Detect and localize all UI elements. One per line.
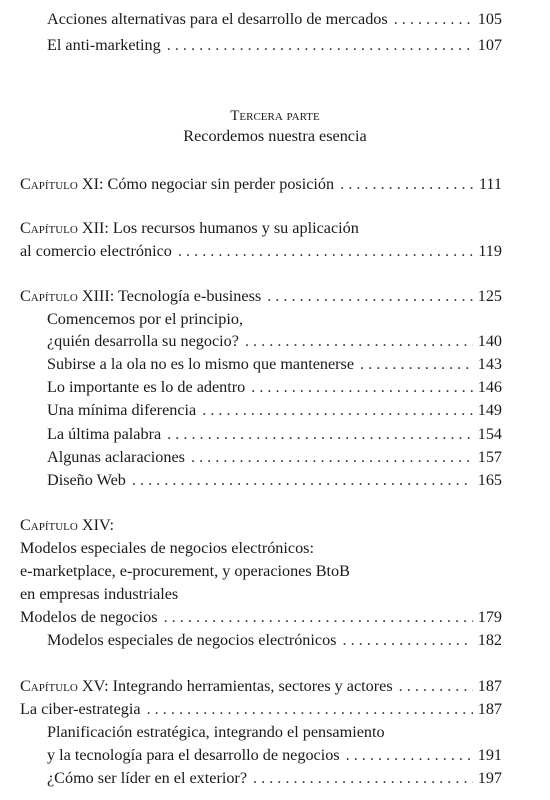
dot-leader [132, 470, 473, 490]
toc-entry [47, 745, 502, 765]
toc-entry-page: 179 [477, 608, 502, 626]
dot-leader [167, 35, 473, 55]
toc-entry-page: 107 [477, 36, 502, 54]
toc-entry-title: La ciber-estrategia [20, 700, 141, 718]
toc-chapter-page: 111 [478, 175, 502, 193]
toc-entry [47, 35, 502, 55]
dot-leader [267, 286, 473, 306]
toc-entry-page: 105 [477, 10, 502, 28]
toc-entry-page: 157 [477, 448, 502, 466]
toc-entry [47, 424, 502, 444]
toc-chapter-title-cont: en empresas industriales [20, 585, 179, 603]
dot-leader [360, 354, 473, 374]
toc-chapter-page: 187 [477, 677, 502, 695]
toc-chapter-title-cont: al comercio electrónico [20, 242, 172, 260]
part-label: Tercera parte [230, 108, 320, 124]
toc-entry-page: 146 [477, 378, 502, 396]
toc-entry-title: ¿Cómo ser líder en el exterior? [47, 769, 248, 787]
dot-leader [191, 447, 473, 467]
toc-entry-title: Lo importante es lo de adentro [47, 378, 246, 396]
toc-chapter [20, 241, 502, 261]
toc-entry-title: Modelos especiales de negocios electrónicos [47, 631, 337, 649]
toc-chapter-title-cont: Modelos especiales de negocios electrónicos: [20, 539, 314, 557]
dot-leader [245, 331, 473, 351]
toc-entry-title: Modelos de negocios [20, 608, 158, 626]
toc-entry-page: 143 [477, 355, 502, 373]
toc-entry-page: 154 [477, 425, 502, 443]
part-title: Recordemos nuestra esencia [183, 127, 367, 145]
toc-entry-page: 182 [477, 631, 502, 649]
dot-leader [399, 676, 473, 696]
toc-entry-page: 149 [477, 401, 502, 419]
dot-leader [167, 424, 473, 444]
toc-entry [47, 630, 502, 650]
toc-entry [47, 9, 502, 29]
toc-chapter [20, 286, 502, 306]
toc-entry-page: 187 [477, 700, 502, 718]
toc-entry [47, 768, 502, 788]
toc-entry-title: Acciones alternativas para el desarrollo de mercados [47, 10, 388, 28]
toc-entry-page: 140 [477, 332, 502, 350]
dot-leader [253, 768, 473, 788]
dot-leader [340, 174, 474, 194]
toc-entry-title: Diseño Web [47, 471, 126, 489]
toc-entry-page: 191 [477, 746, 502, 764]
toc-chapter-line [20, 584, 502, 604]
toc-chapter-line [20, 538, 502, 558]
toc-entry [47, 400, 502, 420]
toc-entry-title: Algunas aclaraciones [47, 448, 185, 466]
toc-chapter-page: 119 [478, 242, 502, 260]
toc-entry-title: El anti-marketing [47, 36, 161, 54]
dot-leader [251, 377, 472, 397]
toc-entry [47, 447, 502, 467]
toc-entry-title: Planificación estratégica, integrando el pensamiento [47, 723, 385, 741]
toc-entry [47, 331, 502, 351]
toc-chapter [20, 676, 502, 696]
dot-leader [346, 745, 473, 765]
toc-chapter-title: Capítulo XIV: [20, 516, 114, 534]
toc-entry [20, 607, 502, 627]
toc-chapter [20, 174, 502, 194]
toc-entry-title: Comencemos por el principio, [47, 310, 244, 328]
toc-chapter-title: Capítulo XIII: Tecnología e-business [20, 287, 262, 305]
dot-leader [202, 400, 472, 420]
toc-entry-title: La última palabra [47, 425, 162, 443]
toc-entry-page: 165 [477, 471, 502, 489]
toc-chapter-label [20, 515, 502, 535]
toc-entry [20, 699, 502, 719]
toc-chapter-title: Capítulo XII: Los recursos humanos y su aplicación [20, 219, 359, 237]
toc-entry-line [47, 722, 502, 742]
toc-chapter-page: 125 [477, 287, 502, 305]
toc-entry-title-cont: ¿quién desarrolla su negocio? [47, 332, 239, 350]
toc-chapter-line [20, 218, 502, 238]
toc-entry-title: Una mínima diferencia [47, 401, 197, 419]
toc-chapter-line [20, 561, 502, 581]
toc-entry [47, 470, 502, 490]
toc-entry-line [47, 309, 502, 329]
toc-entry [47, 354, 502, 374]
toc-chapter-title-cont: e-marketplace, e-procurement, y operaciones BtoB [20, 562, 350, 580]
toc-entry-title-cont: y la tecnología para el desarrollo de negocios [47, 746, 340, 764]
toc-entry [47, 377, 502, 397]
dot-leader [178, 241, 473, 261]
dot-leader [147, 699, 473, 719]
dot-leader [164, 607, 473, 627]
toc-chapter-title: Capítulo XI: Cómo negociar sin perder posición [20, 175, 335, 193]
dot-leader [342, 630, 472, 650]
dot-leader [394, 9, 473, 29]
toc-entry-page: 197 [477, 769, 502, 787]
toc-chapter-title: Capítulo XV: Integrando herramientas, sectores y actores [20, 677, 393, 695]
toc-entry-title: Subirse a la ola no es lo mismo que mantenerse [47, 355, 355, 373]
